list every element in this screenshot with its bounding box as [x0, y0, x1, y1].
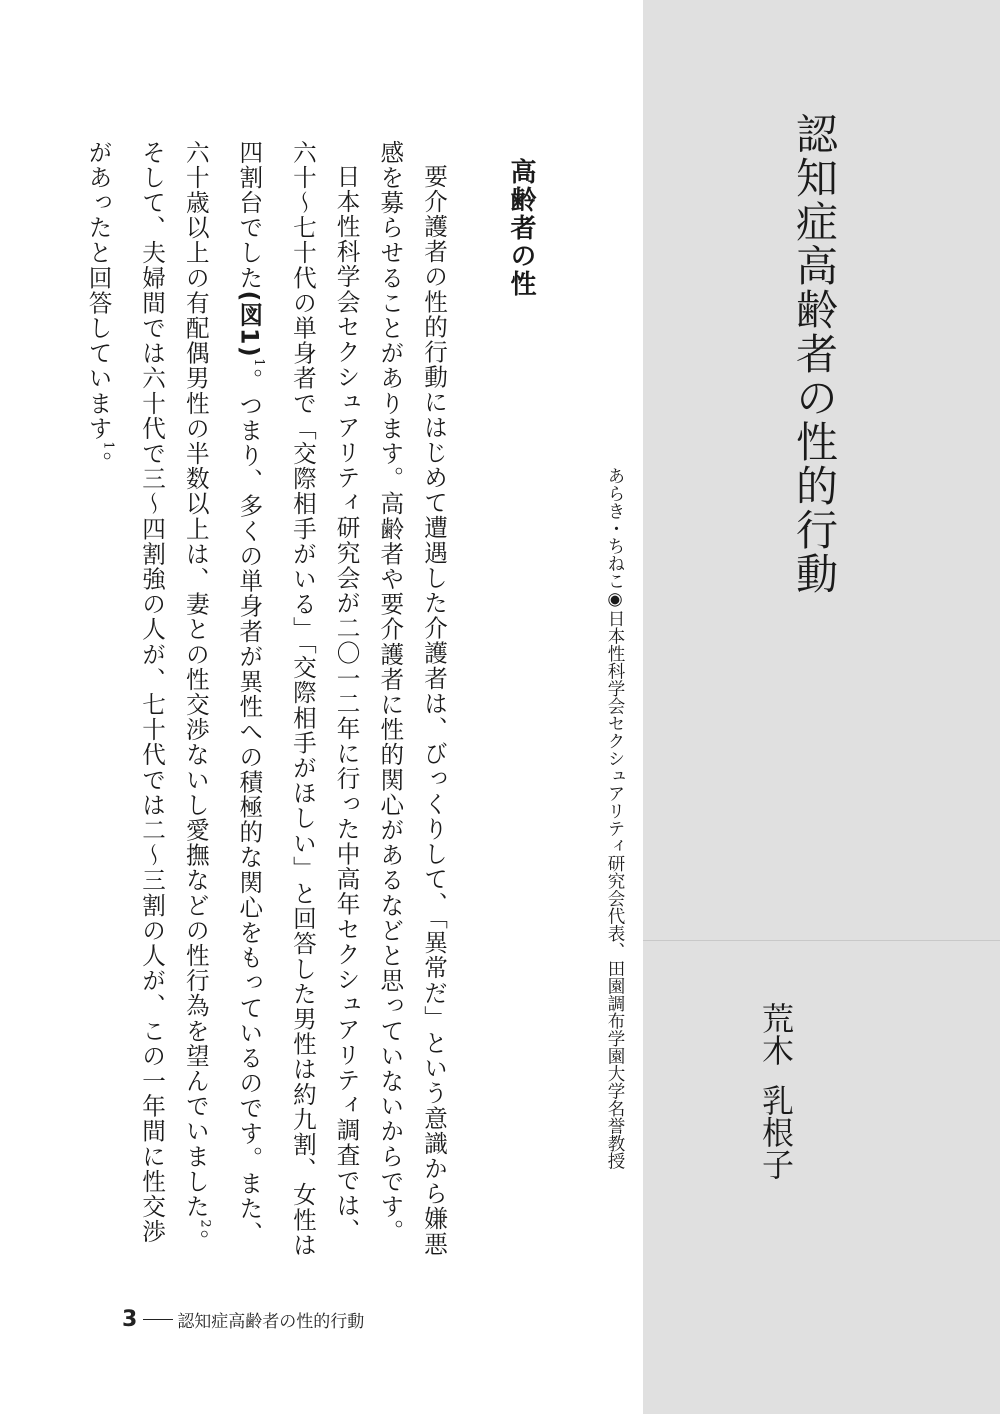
page-footer [122, 1307, 364, 1332]
footer-dash [143, 1319, 173, 1320]
body-text-run: 六十歳以上の有配偶男性の半数以上は、妻との性交渉ないし愛撫などの性行為を望んでいました [181, 140, 210, 1220]
body-text-run: があったと回答しています [84, 140, 113, 442]
body-text-run: 四割台でした [235, 140, 264, 291]
section-heading: 高齢者の性 [506, 158, 536, 298]
body-line: 要介護者の性的行動にはじめて遭遇した介護者は、びっくりして、「異常だ」という意識から嫌悪 [420, 163, 448, 1257]
footnote-marker: 1 [100, 441, 116, 451]
author-affiliation: あらき・ちねこ◉日本性科学会セクシュアリティ研究会代表、田園調布学園大学名誉教授 [605, 467, 625, 1170]
body-line: 感を募らせることがあります。高齢者や要介護者に性的関心があるなどと思っていないからです。 [376, 140, 405, 1245]
paragraph-1 [368, 140, 455, 1257]
page-number: 3 [122, 1307, 138, 1332]
body-line [173, 140, 227, 1255]
body-text-run: 。 [84, 450, 113, 477]
author-given-name: 乳根子 [757, 1084, 795, 1180]
body-line [76, 140, 130, 1180]
footnote-marker: 2 [197, 1219, 213, 1230]
article-body [76, 140, 455, 1258]
author-family-name: 荒木 [757, 1002, 795, 1066]
body-line: そして、夫婦間では六十代で三〜四割強の人が、七十代では二〜三割の人が、この一年間に性交渉 [138, 140, 167, 1245]
author-name [757, 1002, 795, 1180]
body-text-run: 。つまり、多くの単身者が異性への積極的な関心をもっているのです。また、 [235, 367, 264, 1247]
paragraph-2 [76, 140, 368, 1258]
body-text-run: 。 [181, 1229, 210, 1255]
running-title: 認知症高齢者の性的行動 [177, 1312, 365, 1332]
article-title: 認知症高齢者の性的行動 [790, 112, 839, 596]
panel-divider [643, 940, 1000, 941]
body-line [227, 140, 281, 1247]
figure-reference: (図1) [235, 290, 264, 359]
body-line: 日本性科学会セクシュアリティ研究会が二〇一二年に行った中高年セクシュアリティ調査では、 [332, 163, 361, 1243]
footnote-marker: 1 [251, 358, 267, 368]
body-line: 六十〜七十代の単身者で「交際相手がいる」「交際相手がほしい」と回答した男性は約九割、女性は [288, 140, 317, 1258]
